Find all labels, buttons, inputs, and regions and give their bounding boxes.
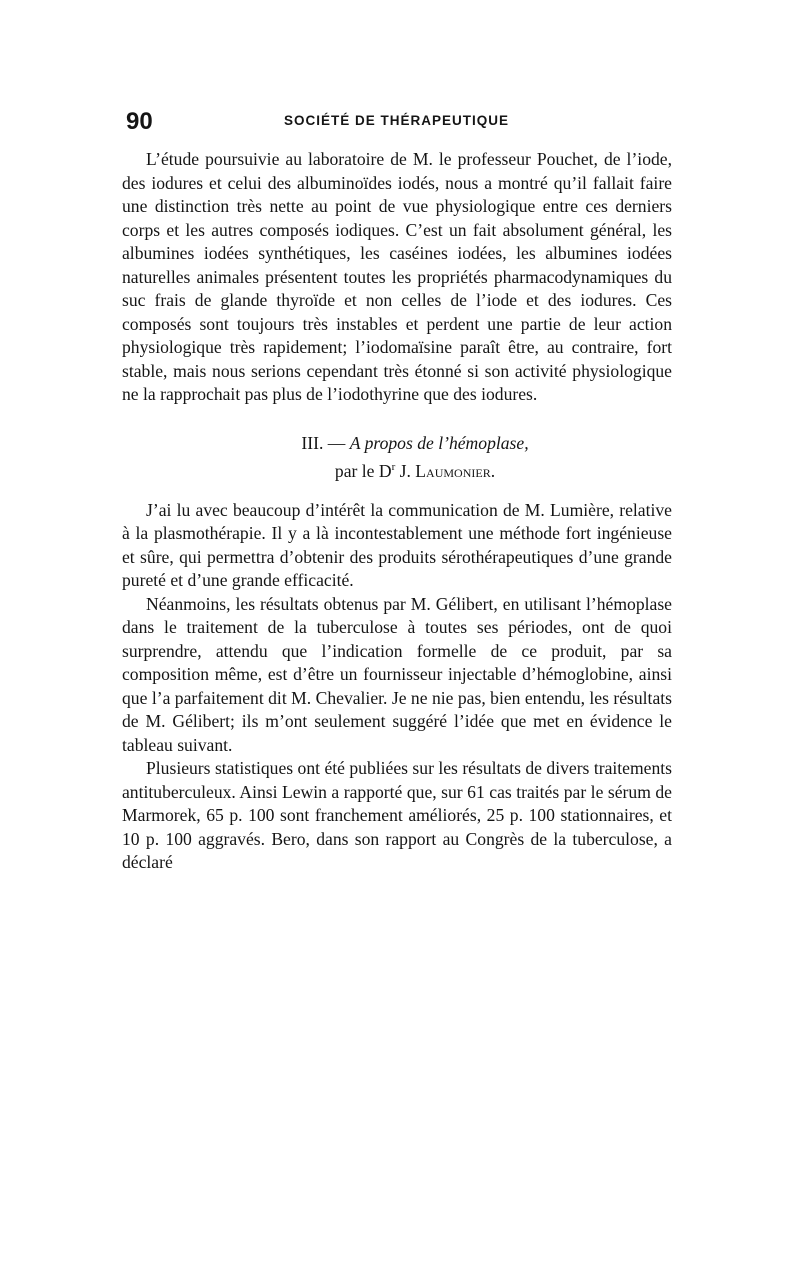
paragraph-iodine-study: L’étude poursuivie au laboratoire de M. le professeur Pouchet, de l’iode, des iodures et celui des albuminoïdes iodés, nous a montré qu’il fallait faire une distinction très nette au point de vue physiologique entre ces derniers corps et les autres composés iodiques. C’est un fait absolument général, les albumines iodées synthétiques, les caséines iodées, les albumines iodées naturelles animales présentent toutes les propriétés pharmacodynamiques du suc frais de glande thyroïde et non celles de l’iode et des iodures. Ces composés sont toujours très instables et perdent une partie de leur action physiologique très rapidement; l’iodomaïsine paraît être, au contraire, fort stable, mais nous serions cependant très étonné si son activité physiologique ne la rapprochait pas plus de l’iodothyrine que des iodures. <box>122 149 672 404</box>
book-page <box>122 108 672 875</box>
section-body <box>122 499 672 875</box>
page-number: 90 <box>126 108 153 135</box>
section-number: III. — <box>301 432 350 453</box>
author-prefix: par le D <box>334 460 392 481</box>
paragraph-hemoplase-results: Néanmoins, les résultats obtenus par M. Gélibert, en utilisant l’hémoplase dans le traitement de la tuberculose à toutes ses périodes, ont de quoi surprendre, attendu que l’indication formelle de ce produit, par sa composition même, est d’être un fournisseur injectable d’hémoglobine, ainsi que l’a parfaitement dit M. Chevalier. Je ne nie pas, bien entendu, les résultats de M. Gélibert; ils m’ont seulement suggéré l’idée que met en évidence le tableau suivant. <box>122 593 672 755</box>
section-title <box>122 429 672 457</box>
section-title-text: A propos de l’hémoplase, <box>349 432 529 453</box>
paragraph-plasmotherapy: J’ai lu avec beaucoup d’intérêt la communication de M. Lumière, relative à la plasmothérapie. Il y a là incontestablement une méthode fort ingénieuse et sûre, qui permettra d’obtenir des produits sérothérapeutiques d’une grande pureté et d’une grande efficacité. <box>122 499 672 590</box>
paragraph-statistics: Plusieurs statistiques ont été publiées sur les résultats de divers traitements antituberculeux. Ainsi Lewin a rapporté que, sur 61 cas traités par le sérum de Marmorek, 65 p. 100 sont franchement améliorés, 25 p. 100 stationnaires, et 10 p. 100 aggravés. Bero, dans son rapport au Congrès de la tuberculose, a déclaré <box>122 758 672 872</box>
section-author <box>122 457 672 485</box>
running-head <box>122 108 672 148</box>
author-initial: J. <box>395 460 416 481</box>
author-name: Laumonier. <box>415 460 496 481</box>
author-title-superscript: r <box>391 460 396 473</box>
running-title: SOCIÉTÉ DE THÉRAPEUTIQUE <box>284 113 510 128</box>
section-heading <box>122 429 672 485</box>
